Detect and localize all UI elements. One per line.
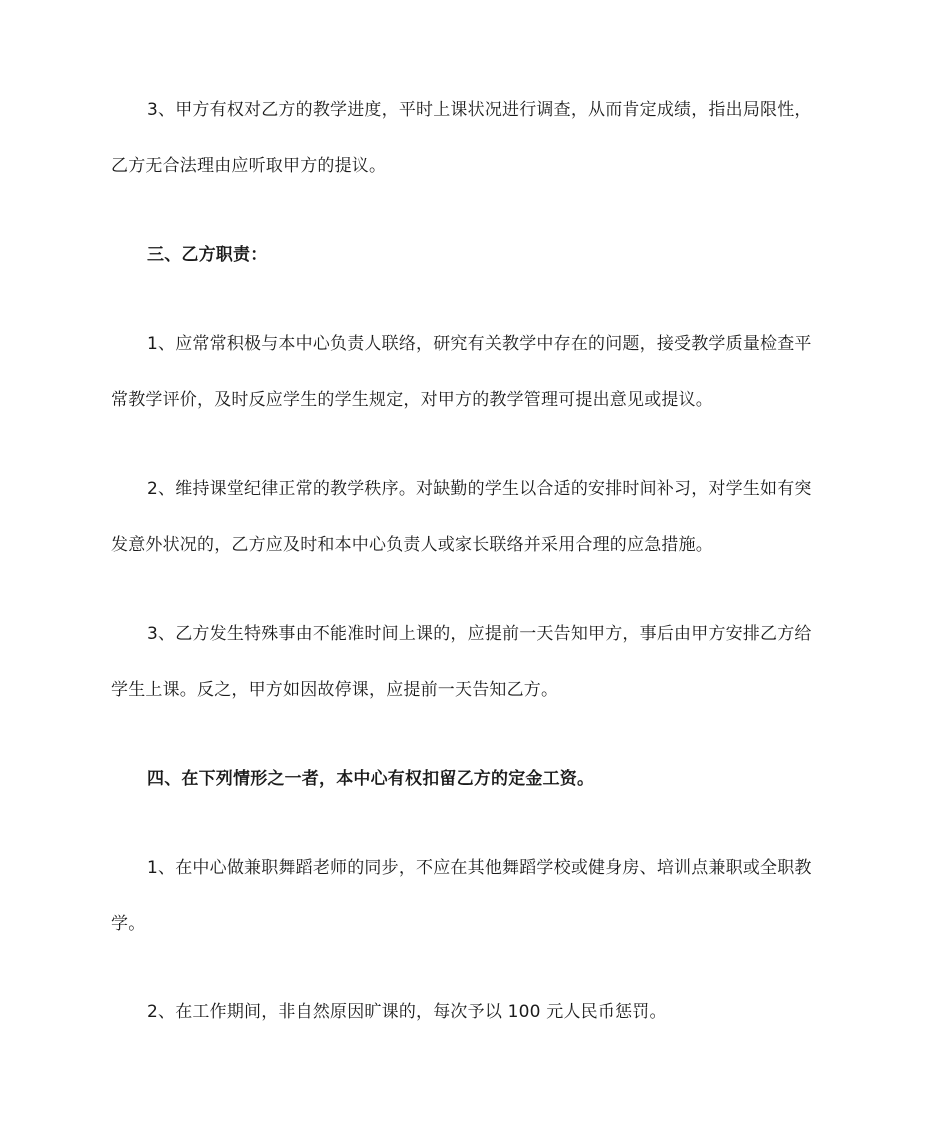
paragraph-1-line-1: 3、甲方有权对乙方的教学进度，平时上课状况进行调查，从而肯定成绩，指出局限性， <box>147 100 812 120</box>
section-heading-3: 三、乙方职责： <box>147 245 268 265</box>
paragraph-3-line-2: 发意外状况的，乙方应及时和本中心负责人或家长联络并采用合理的应急措施。 <box>111 535 713 555</box>
paragraph-1-line-2: 乙方无合法理由应听取甲方的提议。 <box>111 156 387 176</box>
paragraph-5-line-2: 学。 <box>111 914 146 934</box>
paragraph-5-line-1: 1、在中心做兼职舞蹈老师的同步，不应在其他舞蹈学校或健身房、培训点兼职或全职教 <box>147 858 812 878</box>
paragraph-3-line-1: 2、维持课堂纪律正常的教学秩序。对缺勤的学生以合适的安排时间补习，对学生如有突 <box>147 479 812 499</box>
paragraph-4-line-1: 3、乙方发生特殊事由不能准时间上课的，应提前一天告知甲方，事后由甲方安排乙方给 <box>147 624 812 644</box>
paragraph-2-line-2: 常教学评价，及时反应学生的学生规定，对甲方的教学管理可提出意见或提议。 <box>111 390 713 410</box>
paragraph-4-line-2: 学生上课。反之，甲方如因故停课，应提前一天告知乙方。 <box>111 680 559 700</box>
section-heading-4: 四、在下列情形之一者，本中心有权扣留乙方的定金工资。 <box>147 769 595 789</box>
paragraph-6-line-1: 2、在工作期间，非自然原因旷课的，每次予以 100 元人民币惩罚。 <box>147 1002 667 1022</box>
paragraph-2-line-1: 1、应常常积极与本中心负责人联络，研究有关教学中存在的问题，接受教学质量检查平 <box>147 334 812 354</box>
